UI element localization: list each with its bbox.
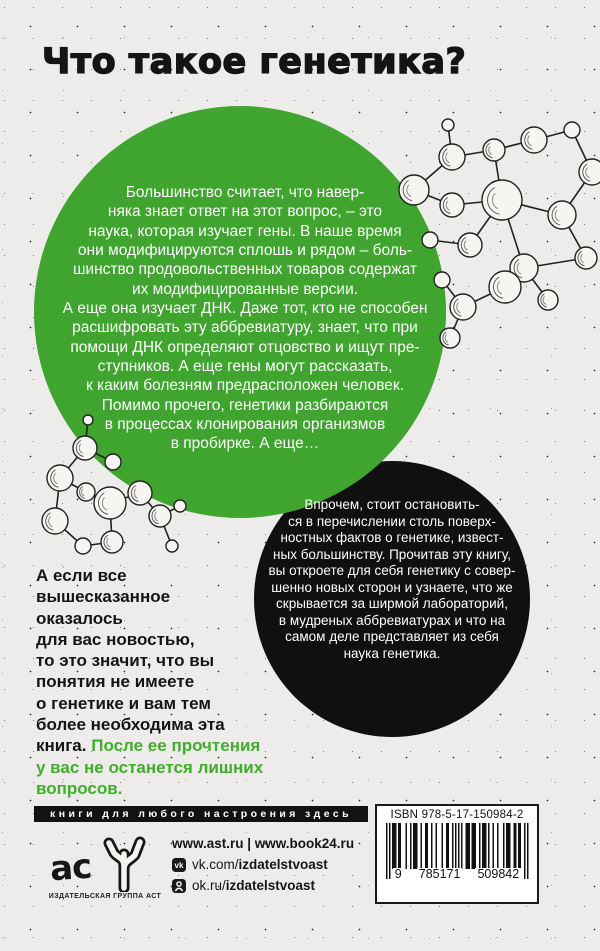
text-line: ступников. А еще гены могут рассказать, xyxy=(97,358,393,376)
publisher-block xyxy=(42,832,168,900)
text-line: скрывается за ширмой лабораторий, xyxy=(276,596,508,611)
text-line: А еще она изучает ДНК. Даже тот, кто не способен xyxy=(62,300,428,318)
annotation-text xyxy=(36,565,282,799)
text-line: в мудреных аббревиатурах и что на xyxy=(278,612,506,628)
text-line: шенно новых сторон и узнаете, что же xyxy=(271,579,513,595)
vk-icon xyxy=(172,858,186,872)
text-line: А если все xyxy=(36,566,127,585)
isbn-box xyxy=(375,804,539,904)
isbn-digits: 9 785171 509842 xyxy=(394,867,520,881)
ast-logo-cactus-icon xyxy=(98,830,148,892)
vk-link-text: vk.com/izdatelstvoast xyxy=(192,857,328,872)
black-bubble-text xyxy=(261,497,523,662)
text-line: самом деле представляет из себя xyxy=(285,629,499,644)
text-line: наука, которая изучает гены. В наше время xyxy=(88,222,402,240)
text-line: то это значит, что вы xyxy=(36,651,215,671)
molecule-illustration-left xyxy=(15,410,195,575)
svg-text:vk: vk xyxy=(174,860,184,870)
text-line: более необходима эта xyxy=(36,715,225,735)
text-line: ностных фактов о генетике, извест- xyxy=(280,530,504,545)
text-line: помощи ДНК определяют отцовство и ищут пре- xyxy=(70,338,420,356)
footer-slogan: книги для любого настроения здесь xyxy=(34,806,368,822)
text-line: у вас не останется лишних xyxy=(36,757,264,777)
text-line: наука генетика. xyxy=(343,645,441,661)
ast-logo xyxy=(42,832,168,890)
text-line: расшифровать эту аббревиатуру, знает, что при xyxy=(72,319,418,337)
websites-line: www.ast.ru | www.book24.ru xyxy=(172,836,355,851)
ok-link-line xyxy=(172,878,354,893)
text-line: к каким болезням предрасположен человек. xyxy=(85,377,405,395)
text-line: Большинство считает, что навер- xyxy=(125,184,365,201)
ok-link-text: ok.ru/izdatelstvoast xyxy=(192,878,316,893)
molecule-illustration-top-right xyxy=(383,105,600,365)
publisher-caption: ИЗДАТЕЛЬСКАЯ ГРУППА АСТ xyxy=(48,893,162,900)
vk-link-line xyxy=(172,857,354,872)
text-line: ся в перечислении столь поверх- xyxy=(288,513,496,529)
text-line: шинство продовольственных товаров содержат xyxy=(73,261,417,279)
text-line: книга. После ее прочтения xyxy=(36,736,261,756)
text-line: оказалось xyxy=(36,608,123,628)
text-line: ных большинству. Прочитав эту книгу, xyxy=(273,546,511,562)
page-title: Что такое генетика? xyxy=(42,42,467,82)
text-line: их модифицированные версии. xyxy=(131,280,359,298)
text-line: Помимо прочего, генетики разбираются xyxy=(101,396,389,414)
text-line: понятия не имеете xyxy=(36,672,195,692)
text-line: вопросов. xyxy=(36,778,123,798)
publisher-links xyxy=(172,836,354,893)
text-line: о генетике и вам тем xyxy=(36,693,211,713)
text-line: для вас новостью, xyxy=(36,629,195,649)
isbn-label: ISBN 978-5-17-150984-2 xyxy=(390,809,524,821)
text-line: Впрочем, стоит остановить- xyxy=(304,497,480,512)
text-line: в процессах клонирования организмов xyxy=(104,416,386,434)
text-line: они модифицируются сплошь и рядом – боль- xyxy=(77,242,413,260)
text-line: в пробирке. А еще… xyxy=(170,435,320,453)
text-line: няка знает ответ на этот вопрос, – это xyxy=(107,203,383,221)
text-line: вышесказанное xyxy=(36,587,171,607)
ok-icon xyxy=(172,879,186,893)
ast-logo-letters: ас xyxy=(48,846,93,890)
text-line: вы откроете для себя генетику с совер- xyxy=(268,563,516,578)
